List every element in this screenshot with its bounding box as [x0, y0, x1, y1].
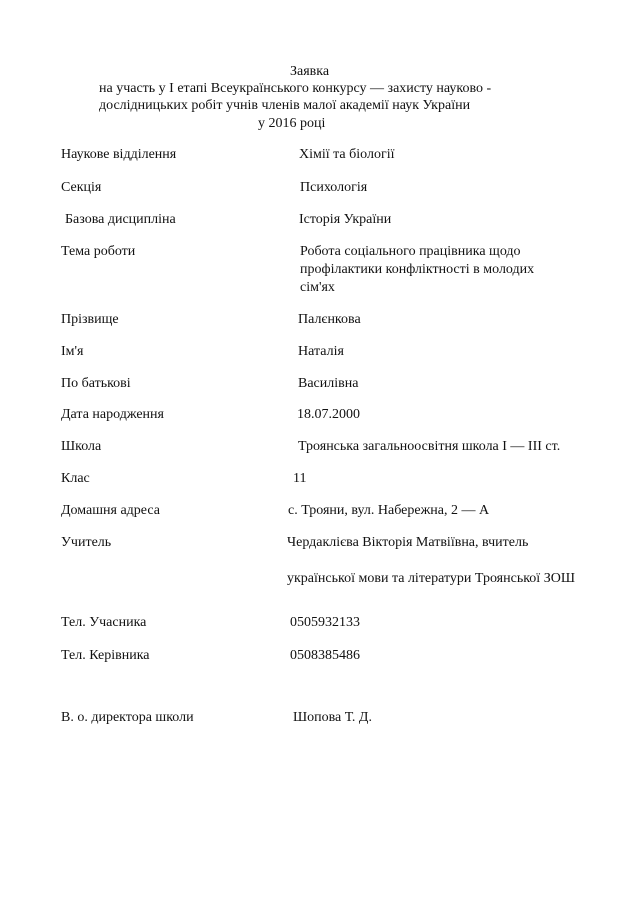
patronymic-value: Василівна [298, 376, 359, 391]
topic-value-line-1: Робота соціального працівника щодо [300, 244, 521, 259]
department-label: Наукове відділення [61, 147, 177, 162]
teacher-value-line-1: Чердаклієва Вікторія Матвіївна, вчитель [287, 535, 529, 550]
topic-label: Тема роботи [61, 244, 136, 259]
topic-value-line-2: профілактики конфліктності в молодих [300, 262, 535, 277]
teacher-label: Учитель [61, 535, 112, 550]
birthdate-value: 18.07.2000 [297, 407, 360, 422]
student-phone-label: Тел. Учасника [61, 615, 147, 630]
school-value: Троянська загальноосвітня школа І — ІІІ ст. [298, 439, 561, 454]
surname-label: Прізвище [61, 312, 119, 327]
grade-label: Клас [61, 471, 90, 486]
student-phone-value: 0505932133 [290, 615, 360, 630]
section-value: Психологія [300, 180, 368, 195]
name-value: Наталія [298, 344, 344, 359]
grade-value: 11 [293, 471, 307, 486]
section-label: Секція [61, 180, 102, 195]
patronymic-label: По батькові [61, 376, 131, 391]
address-value: с. Трояни, вул. Набережна, 2 — А [288, 503, 490, 518]
surname-value: Палєнкова [298, 312, 361, 327]
birthdate-label: Дата народження [61, 407, 164, 422]
document-subtitle-line-2: дослідницьких робіт учнів членів малої академії наук України [99, 98, 471, 113]
director-label: В. о. директора школи [61, 710, 194, 725]
department-value: Хімії та біології [299, 147, 395, 162]
discipline-value: Історія України [299, 212, 392, 227]
supervisor-phone-value: 0508385486 [290, 648, 360, 663]
school-label: Школа [61, 439, 102, 454]
topic-value-line-3: сім'ях [300, 280, 335, 295]
document-title: Заявка [290, 64, 330, 79]
address-label: Домашня адреса [61, 503, 160, 518]
name-label: Ім'я [61, 344, 84, 359]
document-subtitle-line-1: на участь у І етапі Всеукраїнського конкурсу — захисту науково - [99, 81, 492, 96]
discipline-label: Базова дисципліна [65, 212, 176, 227]
teacher-value-line-2: української мови та літератури Троянської ЗОШ [287, 571, 575, 586]
document-subtitle-line-3: у 2016 році [258, 116, 326, 131]
director-value: Шопова Т. Д. [293, 710, 372, 725]
supervisor-phone-label: Тел. Керівника [61, 648, 150, 663]
